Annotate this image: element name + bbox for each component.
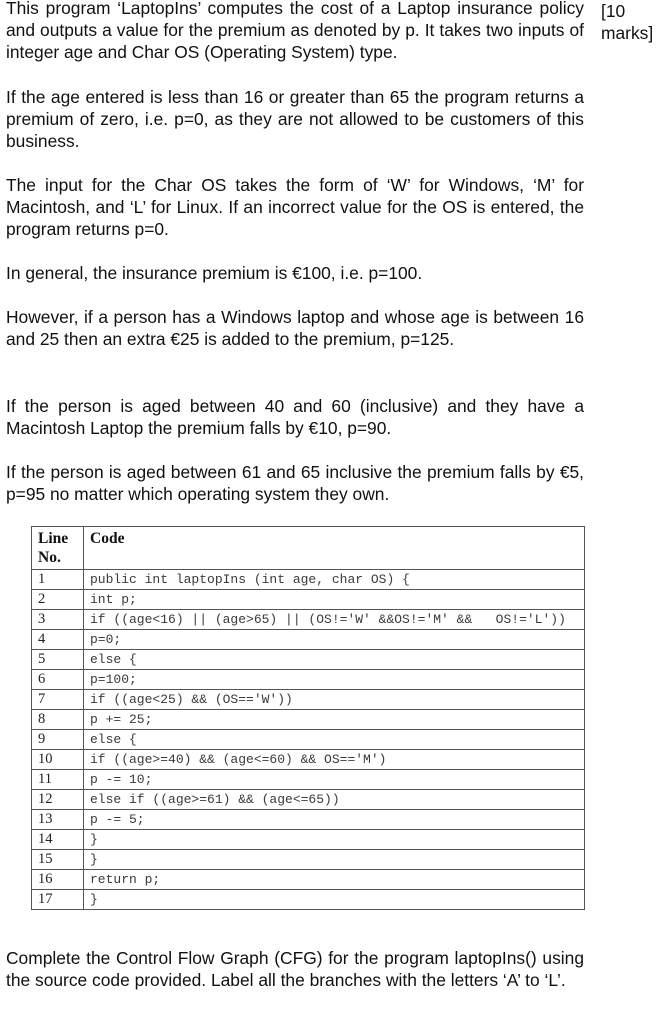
os-rule-paragraph: The input for the Char OS takes the form of ‘W’ for Windows, ‘M’ for Macintosh, and ‘L’ for Linux. If an incorrect value for the OS is entered, the program returns p=0. <box>6 175 584 239</box>
table-row <box>32 670 585 690</box>
table-row <box>32 810 585 830</box>
table-header-row <box>32 527 585 570</box>
table-row <box>32 830 585 850</box>
general-premium-paragraph: In general, the insurance premium is €100, i.e. p=100. <box>6 263 423 283</box>
code-line: if ((age<25) && (OS=='W')) <box>84 690 585 710</box>
intro-paragraph: This program ‘LaptopIns’ computes the cost of a Laptop insurance policy and outputs a value for the premium as denoted by p. It takes two inputs of integer age and Char OS (Operating System) type. <box>6 0 584 62</box>
table-row <box>32 870 585 890</box>
line-number: 12 <box>32 790 84 810</box>
code-line: p=100; <box>84 670 585 690</box>
table-row <box>32 750 585 770</box>
line-number: 14 <box>32 830 84 850</box>
line-number: 2 <box>32 590 84 610</box>
table-row <box>32 710 585 730</box>
code-line: p += 25; <box>84 710 585 730</box>
line-number: 17 <box>32 890 84 910</box>
age-61-65-rule-paragraph: If the person is aged between 61 and 65 inclusive the premium falls by €5, p=95 no matter which operating system they own. <box>6 462 584 504</box>
code-line: if ((age<16) || (age>65) || (OS!='W' &&OS!='M' && OS!='L')) <box>84 610 585 630</box>
table-row <box>32 890 585 910</box>
line-number: 16 <box>32 870 84 890</box>
marks-line-1: [10 <box>601 1 626 21</box>
line-number: 4 <box>32 630 84 650</box>
code-line: public int laptopIns (int age, char OS) { <box>84 570 585 590</box>
line-number: 11 <box>32 770 84 790</box>
line-number: 6 <box>32 670 84 690</box>
line-number: 13 <box>32 810 84 830</box>
macintosh-rule-paragraph: If the person is aged between 40 and 60 (inclusive) and they have a Macintosh Laptop the premium falls by €10, p=90. <box>6 396 584 438</box>
line-number: 5 <box>32 650 84 670</box>
code-line: return p; <box>84 870 585 890</box>
line-number: 8 <box>32 710 84 730</box>
header-line-no: Line No. <box>32 527 84 570</box>
code-line: else if ((age>=61) && (age<=65)) <box>84 790 585 810</box>
table-row <box>32 590 585 610</box>
header-code: Code <box>84 527 585 570</box>
code-line: else { <box>84 650 585 670</box>
code-line: } <box>84 890 585 910</box>
code-line: int p; <box>84 590 585 610</box>
table-row <box>32 690 585 710</box>
age-rule-paragraph: If the age entered is less than 16 or greater than 65 the program returns a premium of zero, i.e. p=0, as they are not allowed to be customers of this business. <box>6 87 584 151</box>
code-line: } <box>84 850 585 870</box>
code-line: p -= 10; <box>84 770 585 790</box>
code-line: p=0; <box>84 630 585 650</box>
code-line: } <box>84 830 585 850</box>
table-row <box>32 850 585 870</box>
table-row <box>32 610 585 630</box>
windows-rule-paragraph: However, if a person has a Windows laptop and whose age is between 16 and 25 then an extra €25 is added to the premium, p=125. <box>6 307 584 349</box>
marks-line-2: marks] <box>601 23 654 43</box>
table-row <box>32 770 585 790</box>
line-number: 3 <box>32 610 84 630</box>
table-row <box>32 790 585 810</box>
line-number: 10 <box>32 750 84 770</box>
table-row <box>32 570 585 590</box>
code-line: if ((age>=40) && (age<=60) && OS=='M') <box>84 750 585 770</box>
code-line: p -= 5; <box>84 810 585 830</box>
table-row <box>32 730 585 750</box>
table-row <box>32 630 585 650</box>
code-line: else { <box>84 730 585 750</box>
line-number: 1 <box>32 570 84 590</box>
question-paragraph: Complete the Control Flow Graph (CFG) for the program laptopIns() using the source code provided. Label all the branches with the letters ‘A’ to ‘L’. <box>6 948 584 990</box>
code-table <box>31 526 585 910</box>
line-number: 7 <box>32 690 84 710</box>
line-number: 15 <box>32 850 84 870</box>
table-row <box>32 650 585 670</box>
marks-label <box>601 0 667 44</box>
line-number: 9 <box>32 730 84 750</box>
